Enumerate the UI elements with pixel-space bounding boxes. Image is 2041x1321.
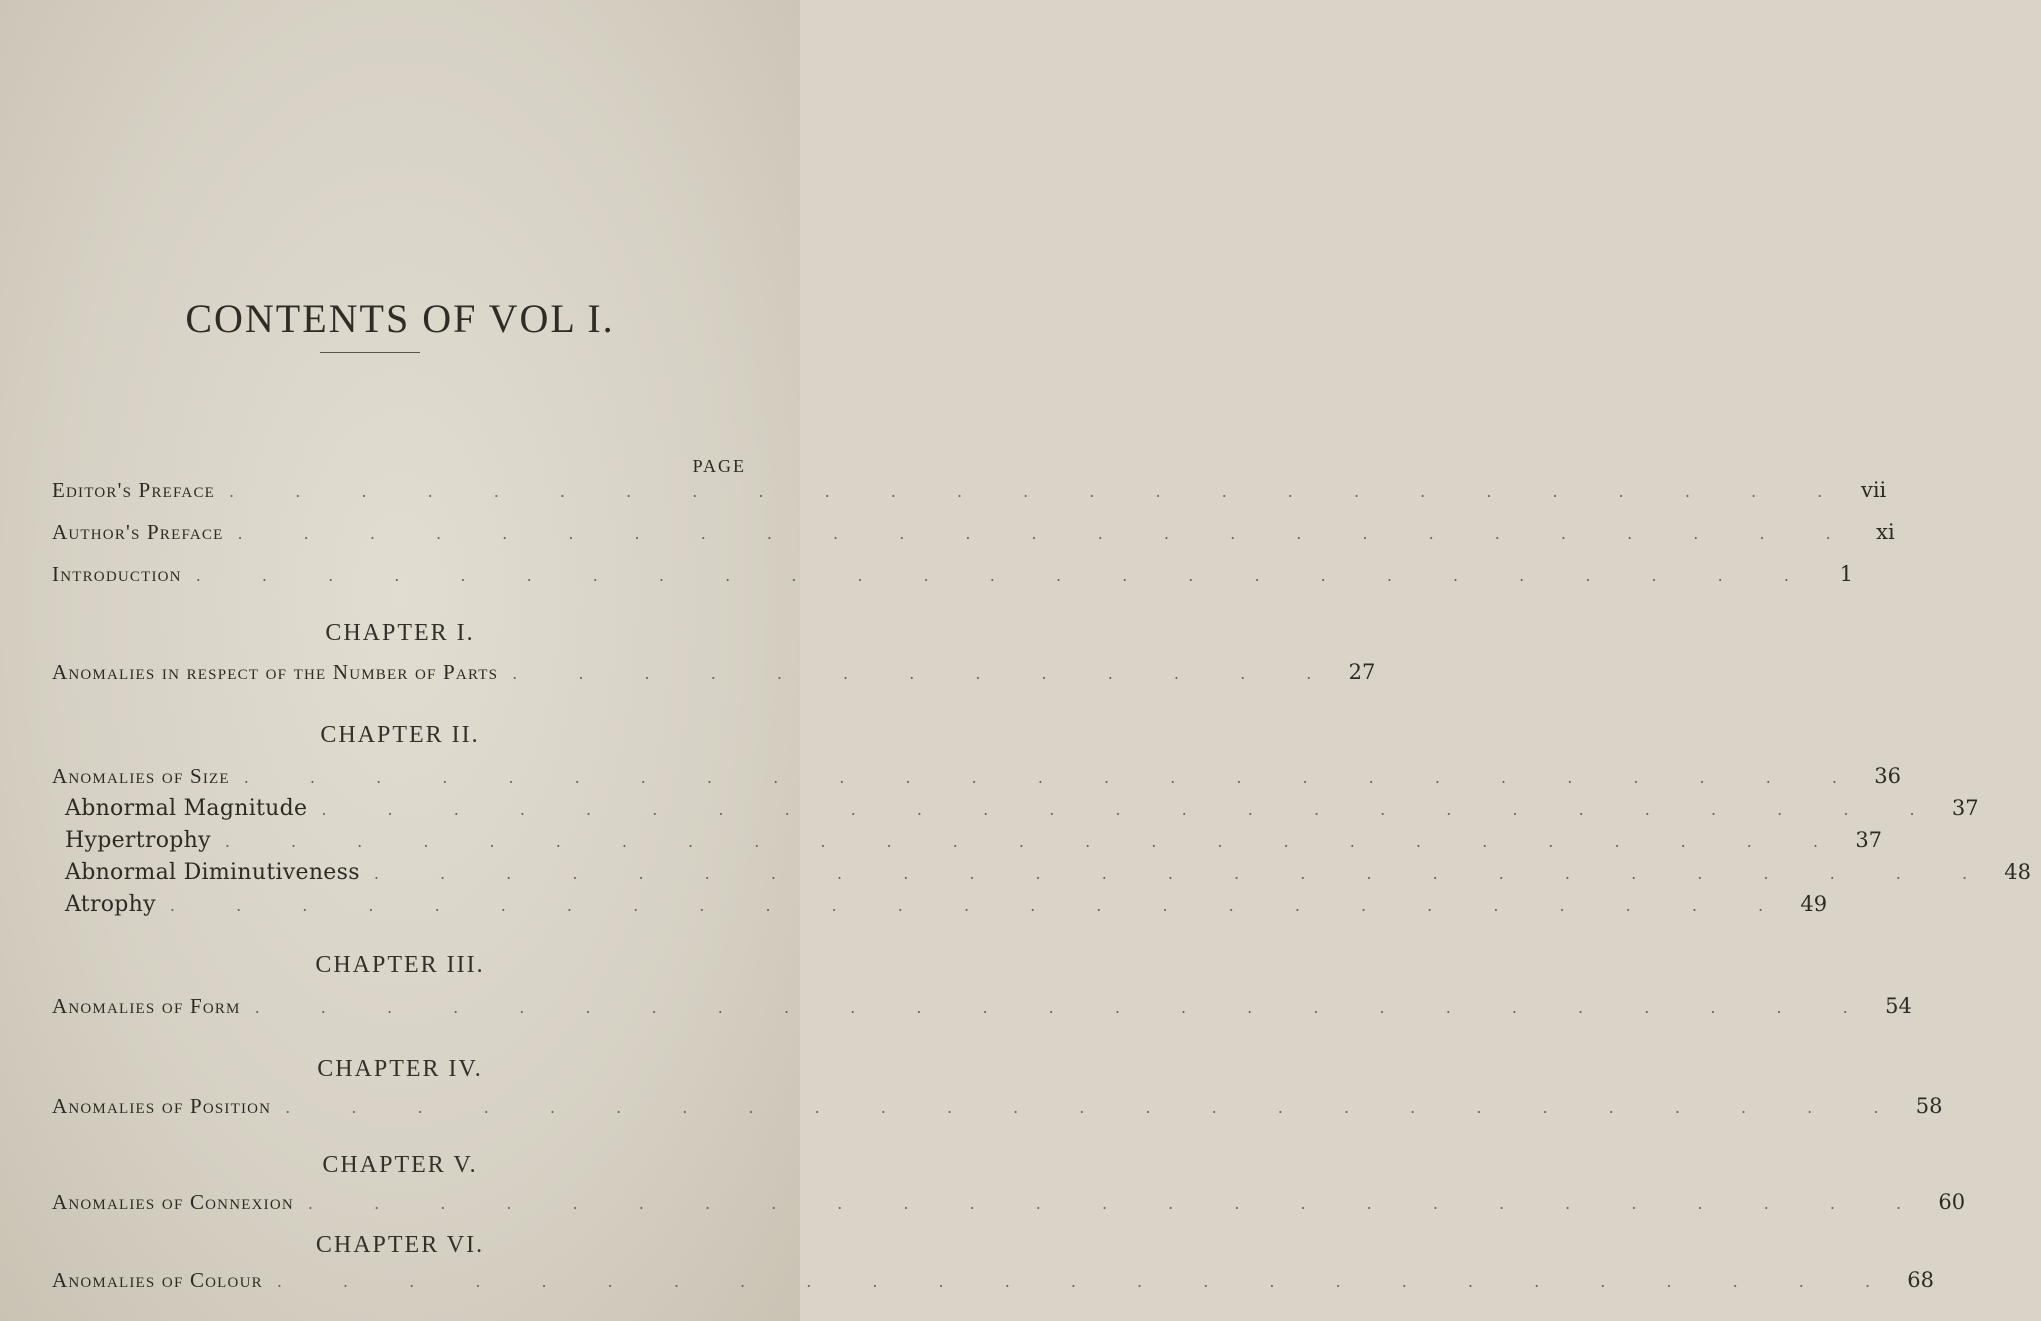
chapter-heading: CHAPTER III. [315,952,485,978]
toc-entry[interactable] [52,1268,1935,1302]
leader-dots: . . . . . . . . . . . . . . . . . . . . . . . . . [373,864,1996,883]
toc-entry-page: 48 [2004,860,2032,884]
toc-entry-page: xi [1876,520,1895,544]
toc-entry-page: 58 [1915,1094,1943,1118]
leader-dots: . . . . . . . . . . . . . . . . . . . . . . . . . [243,768,1865,787]
leader-dots: . . . . . . . . . . . . . . . . . . . . . . . . . [307,1194,1930,1213]
toc-entry-page: 68 [1907,1268,1935,1292]
toc-subentry[interactable] [65,860,2032,894]
leader-dots: . . . . . . . . . . . . . . . . . . . . . . . . . [229,482,1851,501]
toc-entry-page: 49 [1800,892,1828,916]
chapter-heading: CHAPTER V. [322,1152,478,1178]
leader-dots: . . . . . . . . . . . . . . . . . . . . . . . . . [224,832,1847,851]
chapter-heading: CHAPTER I. [325,620,475,646]
toc-entry[interactable] [52,994,1912,1028]
leader-dots: . . . . . . . . . . . . . . . . . . . . . . . . . [169,896,1792,915]
toc-entry-label: Atrophy [65,892,156,917]
toc-entry-label: Anomalies of Position [52,1094,272,1118]
toc-entry[interactable] [52,764,1901,798]
toc-entry-page: 27 [1348,660,1376,684]
toc-entry-page: 1 [1839,562,1853,586]
toc-entry-label: Anomalies of Connexion [52,1190,294,1214]
toc-entry[interactable] [52,478,1887,512]
toc-entry-page: 54 [1885,994,1912,1018]
page-title: CONTENTS OF VOL I. [185,296,615,341]
toc-entry-label: Abnormal Magnitude [65,796,308,821]
toc-entry-label: Anomalies of Form [52,994,241,1018]
toc-entry-label: Anomalies in respect of the Number of Parts [52,660,499,684]
toc-subentry[interactable] [65,828,1883,862]
title-rule [320,352,420,353]
toc-entry-page: vii [1860,478,1887,502]
toc-entry-label: Introduction [52,562,182,586]
toc-entry-page: 37 [1951,796,1979,820]
toc-entry-label: Hypertrophy [65,828,211,853]
toc-entry-label: Abnormal Diminutiveness [65,860,360,885]
toc-entry-label: Editor's Preface [52,478,216,502]
leader-dots: . . . . . . . . . . . . . . . . . . . . . . . . . [321,800,1943,819]
chapter-heading: CHAPTER VI. [315,1232,485,1258]
toc-entry[interactable] [52,1094,1943,1128]
toc-entry[interactable] [52,520,1895,554]
toc-entry-label: Author's Preface [52,520,224,544]
leader-dots: . . . . . . . . . . . . . . . . . . . . . . . . . [254,998,1876,1017]
toc-entry-page: 36 [1874,764,1901,788]
leader-dots: . . . . . . . . . . . . . . . . . . . . . . . . . [237,524,1859,543]
chapter-heading: CHAPTER II. [320,722,480,748]
toc-subentry[interactable] [65,796,1979,830]
toc-entry-label: Anomalies of Colour [52,1268,263,1292]
toc-entry[interactable] [52,660,1376,694]
leader-dots: . . . . . . . . . . . . . . . . . . . . . . . . . [285,1098,1907,1117]
toc-entry-label: Anomalies of Size [52,764,230,788]
toc-entry-page: 37 [1855,828,1883,852]
toc-subentry[interactable] [65,892,1828,926]
toc-entry[interactable] [52,562,1853,596]
toc-entry[interactable] [52,1190,1966,1224]
page-column-heading: PAGE [692,456,746,476]
leader-dots: . . . . . . . . . . . . . . . . . . . . . . . . . [276,1272,1899,1291]
leader-dots: . . . . . . . . . . . . . . . . . . . . . . . . . [195,566,1817,585]
leader-dots: . . . . . . . . . . . . . [512,664,1340,683]
toc-entry-page: 60 [1938,1190,1966,1214]
chapter-heading: CHAPTER IV. [317,1056,483,1082]
